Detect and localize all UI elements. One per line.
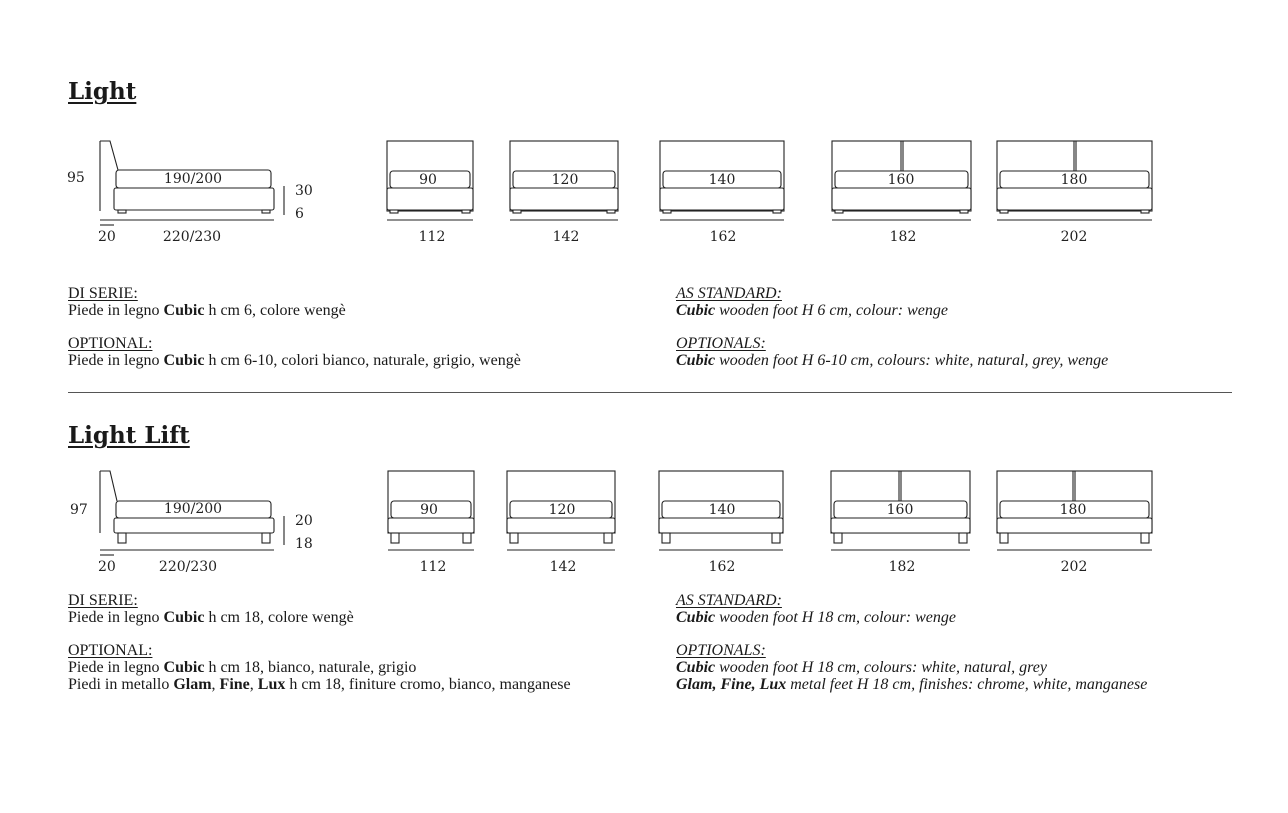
light-opt-head-it: OPTIONAL: (68, 335, 153, 352)
lift-front-90 (388, 471, 474, 575)
light-opt-head-en: OPTIONALS: (676, 335, 766, 352)
lift-height-label: 97 (70, 502, 88, 518)
light-length-label: 190/200 (163, 171, 223, 187)
lift-inner-90: 90 (420, 502, 438, 518)
light-front-140 (660, 141, 784, 245)
lift-inner-180: 180 (1059, 502, 1087, 518)
section-title-light-lift: Light Lift (68, 422, 190, 449)
light-front-90 (387, 141, 473, 245)
lift-opt-line-it-2: Piedi in metallo Glam, Fine, Lux h cm 18, finiture cromo, bianco, manganese (68, 676, 571, 693)
lift-headboard-label: 20 (98, 559, 116, 575)
lift-outer-182: 182 (888, 559, 916, 575)
light-inner-160: 160 (887, 172, 915, 188)
lift-std-line-en: Cubic wooden foot H 18 cm, colour: wenge (676, 609, 956, 626)
lift-outer-202: 202 (1060, 559, 1088, 575)
lift-foot-label: 18 (295, 536, 313, 552)
lift-outer-162: 162 (708, 559, 736, 575)
light-front-160 (832, 141, 971, 245)
lift-opt-line-it-1: Piede in legno Cubic h cm 18, bianco, naturale, grigio (68, 659, 417, 676)
lift-frame-label: 20 (295, 513, 313, 529)
lift-std-head-it: DI SERIE: (68, 592, 138, 609)
light-front-180 (997, 141, 1152, 245)
light-outer-142: 142 (552, 229, 580, 245)
light-spec-italian (68, 285, 521, 369)
lift-inner-120: 120 (548, 502, 576, 518)
lift-opt-head-en: OPTIONALS: (676, 642, 766, 659)
light-std-line-it: Piede in legno Cubic h cm 6, colore wengè (68, 302, 346, 319)
light-total-label: 220/230 (162, 229, 222, 245)
light-outer-112: 112 (418, 229, 446, 245)
light-inner-140: 140 (708, 172, 736, 188)
light-frame-label: 30 (295, 183, 313, 199)
lift-outer-112: 112 (419, 559, 447, 575)
lift-opt-line-en-1: Cubic wooden foot H 18 cm, colours: white, natural, grey (676, 659, 1047, 676)
lift-front-180 (997, 471, 1152, 575)
lift-std-line-it: Piede in legno Cubic h cm 18, colore wengè (68, 609, 354, 626)
light-front-120 (510, 141, 618, 245)
light-height-label: 95 (67, 170, 85, 186)
light-inner-180: 180 (1060, 172, 1088, 188)
light-std-head-en: AS STANDARD: (676, 285, 782, 302)
light-spec-english (676, 285, 1108, 369)
light-inner-120: 120 (551, 172, 579, 188)
lift-outer-142: 142 (549, 559, 577, 575)
light-outer-202: 202 (1060, 229, 1088, 245)
light-outer-182: 182 (889, 229, 917, 245)
light-outer-162: 162 (709, 229, 737, 245)
light-opt-line-en: Cubic wooden foot H 6-10 cm, colours: white, natural, grey, wenge (676, 352, 1109, 369)
lift-front-160 (831, 471, 970, 575)
lift-length-label: 190/200 (163, 501, 223, 517)
light-lift-side-view (70, 471, 313, 575)
lift-inner-160: 160 (886, 502, 914, 518)
lift-opt-line-en-2: Glam, Fine, Lux metal feet H 18 cm, finishes: chrome, white, manganese (676, 676, 1148, 693)
lift-front-120 (507, 471, 615, 575)
lift-front-140 (659, 471, 783, 575)
light-foot-label: 6 (295, 206, 304, 222)
section-title-light: Light (68, 78, 137, 105)
lift-std-head-en: AS STANDARD: (676, 592, 782, 609)
lift-spec-italian (68, 592, 571, 693)
lift-spec-english (676, 592, 1147, 693)
lift-inner-140: 140 (708, 502, 736, 518)
light-headboard-label: 20 (98, 229, 116, 245)
lift-opt-head-it: OPTIONAL: (68, 642, 153, 659)
section-divider (68, 392, 1232, 393)
lift-total-label: 220/230 (158, 559, 218, 575)
light-side-view (67, 141, 313, 245)
light-opt-line-it: Piede in legno Cubic h cm 6-10, colori bianco, naturale, grigio, wengè (68, 352, 521, 369)
light-std-line-en: Cubic wooden foot H 6 cm, colour: wenge (676, 302, 948, 319)
light-inner-90: 90 (419, 172, 437, 188)
light-std-head-it: DI SERIE: (68, 285, 138, 302)
